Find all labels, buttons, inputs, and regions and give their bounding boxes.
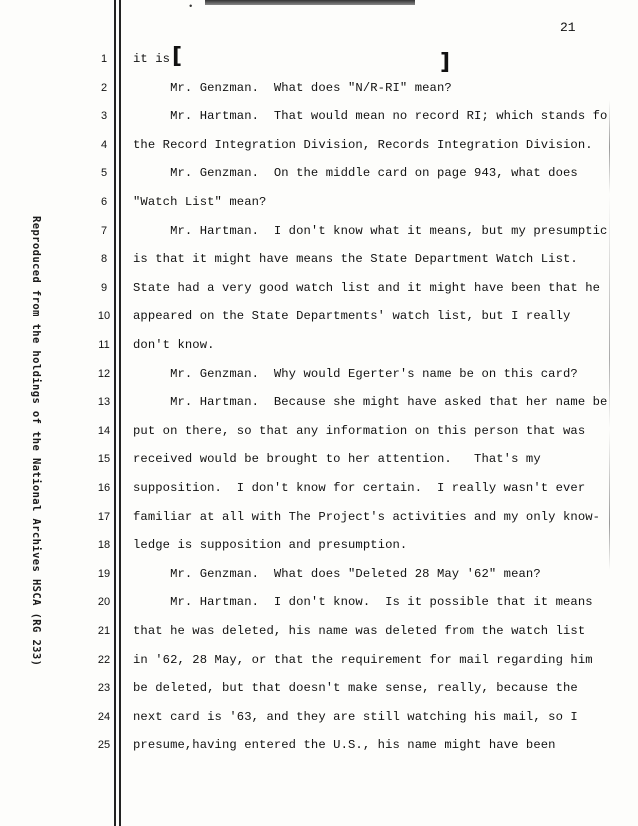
line-text: be deleted, but that doesn't make sense, really, because the xyxy=(133,681,578,696)
transcript-line xyxy=(0,735,638,755)
transcript-line xyxy=(0,335,638,355)
transcript-line xyxy=(0,478,638,498)
transcript-line xyxy=(0,507,638,527)
line-text: presume,having entered the U.S., his name might have been xyxy=(133,738,556,753)
line-text: Mr. Genzman. Why would Egerter's name be on this card? xyxy=(133,366,578,381)
redaction-bracket-left: [ xyxy=(172,44,183,69)
line-text: familiar at all with The Project's activities and my only know- xyxy=(133,509,601,524)
transcript-line xyxy=(0,621,638,641)
transcript-line xyxy=(0,135,638,155)
line-number: 18 xyxy=(97,539,111,552)
transcript-line xyxy=(0,678,638,698)
line-number: 15 xyxy=(97,453,111,466)
line-text: don't know. xyxy=(133,338,215,352)
transcript-line xyxy=(0,278,638,298)
line-number: 24 xyxy=(97,710,111,723)
transcript-line xyxy=(0,449,638,469)
transcript-line xyxy=(0,192,638,212)
line-number: 16 xyxy=(97,482,111,494)
line-text: "Watch List" mean? xyxy=(133,195,267,209)
transcript-line xyxy=(0,535,638,555)
line-number: 6 xyxy=(100,196,108,208)
line-text: Mr. Hartman. That would mean no record RI; which stands fo xyxy=(133,109,608,124)
line-text: Mr. Genzman. On the middle card on page 943, what does xyxy=(133,166,578,181)
transcript-line xyxy=(0,78,638,98)
transcript-line xyxy=(0,392,638,412)
transcript-line xyxy=(0,249,638,269)
line-text: next card is '63, and they are still watching his mail, so I xyxy=(133,709,578,724)
transcript-line xyxy=(0,421,638,441)
line-number: 25 xyxy=(97,739,111,752)
page-number: 21 xyxy=(560,20,576,35)
transcript-line xyxy=(0,106,638,126)
line-text: ledge is supposition and presumption. xyxy=(133,538,408,553)
transcript-line xyxy=(0,592,638,612)
line-text: Mr. Hartman. I don't know what it means, but my presumptic xyxy=(133,223,608,238)
line-number: 9 xyxy=(100,281,108,294)
line-number: 13 xyxy=(97,396,111,409)
line-number: 10 xyxy=(97,310,111,323)
transcript-line xyxy=(0,306,638,326)
line-number: 12 xyxy=(97,367,111,380)
line-text: put on there, so that any information on this person that was xyxy=(133,423,586,438)
top-edge-rule xyxy=(205,0,415,5)
line-number: 22 xyxy=(97,653,111,666)
transcript-line xyxy=(0,49,638,69)
line-text: State had a very good watch list and it might have been that he xyxy=(133,280,601,295)
line-text: Mr. Hartman. Because she might have asked that her name be xyxy=(133,395,608,410)
line-text: is that it might have means the State Department Watch List. xyxy=(133,252,578,267)
line-number: 5 xyxy=(100,167,108,180)
line-text: Mr. Genzman. What does "Deleted 28 May '62" mean? xyxy=(133,566,541,581)
line-number: 14 xyxy=(97,424,111,437)
line-number: 4 xyxy=(100,138,108,151)
line-number: 17 xyxy=(97,510,111,523)
line-text: supposition. I don't know for certain. I really wasn't ever xyxy=(133,481,586,495)
line-text: it is xyxy=(133,52,171,66)
line-number: 19 xyxy=(97,567,111,580)
line-number: 20 xyxy=(97,596,111,609)
transcript-line xyxy=(0,221,638,241)
line-number: 1 xyxy=(100,53,108,65)
line-text: appeared on the State Departments' watch list, but I really xyxy=(133,309,571,324)
line-text: Mr. Hartman. I don't know. Is it possible that it means xyxy=(133,595,593,610)
transcript-line xyxy=(0,564,638,584)
line-number: 7 xyxy=(100,224,108,237)
line-number: 3 xyxy=(100,110,108,123)
line-text: received would be brought to her attention. That's my xyxy=(133,452,541,467)
line-number: 11 xyxy=(98,339,110,351)
line-number: 8 xyxy=(100,253,108,266)
line-text: the Record Integration Division, Records Integration Division. xyxy=(133,137,593,152)
transcript-line xyxy=(0,707,638,727)
transcript-line xyxy=(0,364,638,384)
line-number: 21 xyxy=(97,625,111,637)
line-text: Mr. Genzman. What does "N/R-RI" mean? xyxy=(133,80,452,95)
redaction-bracket-right: ] xyxy=(440,50,451,75)
line-text: that he was deleted, his name was deleted from the watch list xyxy=(133,624,586,638)
line-number: 23 xyxy=(97,682,111,695)
transcript-line xyxy=(0,163,638,183)
top-mark: • xyxy=(188,2,194,12)
line-number: 2 xyxy=(100,81,108,94)
line-text: in '62, 28 May, or that the requirement for mail regarding him xyxy=(133,652,593,667)
transcript-line xyxy=(0,650,638,670)
archive-stamp: Reproduced from the holdings of the National Archives HSCA (RG 233) xyxy=(30,216,42,667)
